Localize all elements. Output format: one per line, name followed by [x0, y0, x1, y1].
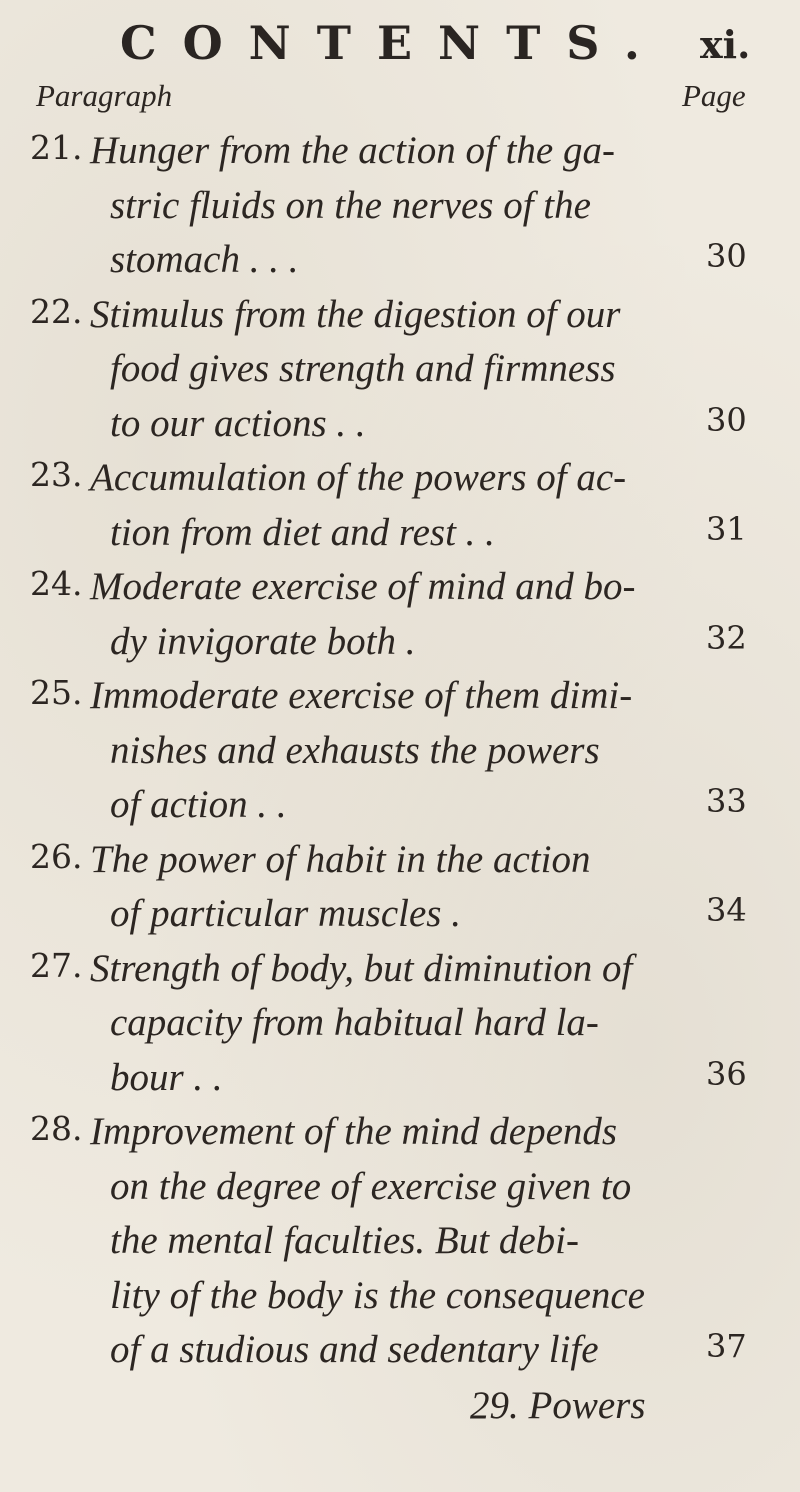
entry-text: lity of the body is the consequence: [110, 1273, 645, 1317]
paragraph-number: 23.: [30, 455, 83, 494]
catchword-text: 29. Powers: [470, 1384, 646, 1427]
contents-line: [0, 1164, 800, 1214]
entry-text: Moderate exercise of mind and bo-: [90, 565, 636, 608]
contents-line: [0, 401, 800, 451]
contents-line: [0, 128, 800, 178]
contents-line: [0, 1273, 800, 1323]
entry-text: stomach . . .: [110, 238, 299, 281]
contents-line: [0, 1218, 800, 1268]
contents-line: [0, 346, 800, 396]
contents-line: [0, 510, 800, 560]
contents-line: [0, 1327, 800, 1377]
entry-text: bour . .: [110, 1055, 223, 1099]
contents-heading: CONTENTS.: [120, 16, 666, 70]
entry-text: Improvement of the mind depends: [90, 1110, 618, 1153]
catchword: [0, 1383, 800, 1433]
entry-text: the mental faculties. But debi-: [110, 1219, 579, 1262]
entry-text: Immoderate exercise of them dimi-: [90, 674, 633, 717]
paragraph-number: 24.: [30, 564, 83, 603]
paragraph-number: 28.: [30, 1109, 83, 1148]
contents-line: [0, 1055, 800, 1105]
folio-number: xi.: [700, 22, 751, 67]
entry-text: of particular muscles .: [110, 892, 461, 935]
paragraph-column-label: Paragraph: [36, 78, 173, 113]
entry-text: on the degree of exercise given to: [110, 1164, 632, 1208]
page-number: 34: [706, 891, 747, 929]
contents-line: [0, 673, 800, 723]
contents-line: [0, 1000, 800, 1050]
entry-text: capacity from habitual hard la-: [110, 1001, 599, 1044]
entry-text: of a studious and sedentary life: [110, 1328, 599, 1371]
contents-line: [0, 728, 800, 778]
contents-line: [0, 891, 800, 941]
contents-line: [0, 292, 800, 342]
entry-text: of action . .: [110, 783, 287, 826]
contents-line: [0, 837, 800, 887]
paragraph-number: 25.: [30, 673, 83, 712]
paragraph-number: 26.: [30, 836, 83, 876]
entry-text: Accumulation of the powers of ac-: [90, 456, 627, 499]
contents-line: [0, 564, 800, 614]
page-number: 30: [706, 237, 747, 275]
page-number: 32: [706, 618, 747, 657]
entry-text: The power of habit in the action: [90, 837, 591, 881]
page-number: 37: [706, 1327, 747, 1365]
entry-text: tion from diet and rest . .: [110, 510, 495, 554]
page-number: 31: [706, 509, 747, 548]
contents-line: [0, 183, 800, 233]
contents-line: [0, 455, 800, 505]
contents-line: [0, 619, 800, 669]
page-number: 30: [706, 400, 747, 439]
entry-text: nishes and exhausts the powers: [110, 728, 600, 772]
contents-line: [0, 946, 800, 996]
entry-text: food gives strength and firmness: [110, 347, 616, 390]
contents-line: [0, 1109, 800, 1159]
entry-text: Strength of body, but diminution of: [90, 946, 633, 990]
paragraph-number: 27.: [30, 945, 83, 985]
entry-text: dy invigorate both .: [110, 619, 416, 663]
entry-text: stric fluids on the nerves of the: [110, 183, 591, 227]
paragraph-number: 21.: [30, 128, 83, 167]
page-number: 36: [706, 1054, 747, 1093]
page-column-label: Page: [682, 78, 746, 113]
contents-line: [0, 237, 800, 287]
entry-text: Stimulus from the digestion of our: [90, 292, 621, 336]
entry-text: to our actions . .: [110, 401, 366, 445]
entry-text: Hunger from the action of the ga-: [90, 129, 615, 172]
page-number: 33: [706, 782, 747, 820]
contents-line: [0, 782, 800, 832]
running-header: [0, 8, 800, 78]
paragraph-number: 22.: [30, 291, 83, 331]
